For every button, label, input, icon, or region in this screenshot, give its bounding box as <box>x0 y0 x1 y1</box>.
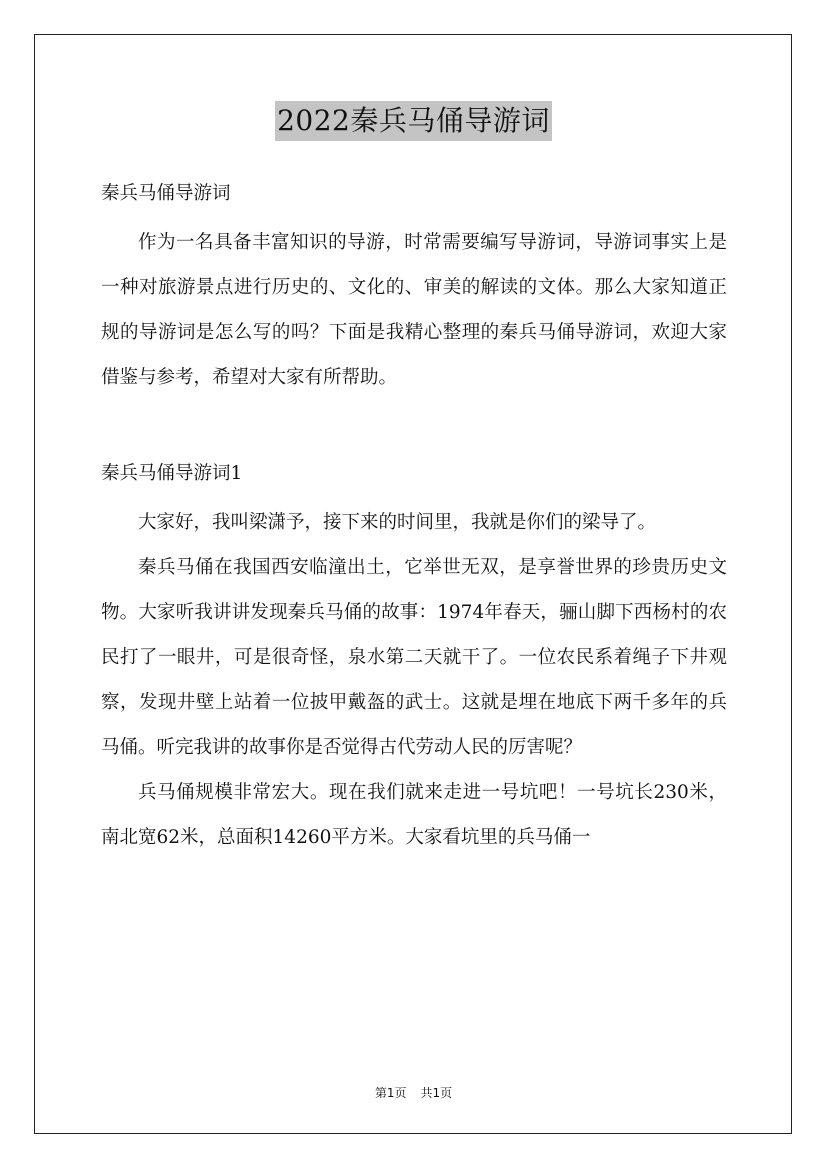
section-heading: 秦兵马俑导游词1 <box>101 463 243 484</box>
page-number: 第1页 <box>374 1086 407 1100</box>
intro-paragraph: 作为一名具备丰富知识的导游，时常需要编写导游词，导游词事实上是一种对旅游景点进行历史的、文化的、审美的解读的文体。那么大家知道正规的导游词是怎么写的吗？下面是我精心整理的秦兵马俑导游词，欢迎大家借鉴与参考，希望对大家有所帮助。 <box>101 232 727 388</box>
document-body <box>101 175 727 860</box>
spacer <box>101 492 727 500</box>
page-footer <box>0 1084 827 1101</box>
body-paragraph: 秦兵马俑在我国西安临潼出土，它举世无双，是享誉世界的珍贵历史文物。大家听我讲讲发现秦兵马俑的故事：1974年春天，骊山脚下西杨村的农民打了一眼井，可是很奇怪，泉水第二天就干了。一位农民系着绳子下井观察，发现井壁上站着一位披甲戴盔的武士。这就是埋在地底下两千多年的兵马俑。听完我讲的故事你是否觉得古代劳动人民的厉害呢？ <box>101 557 727 758</box>
title-container <box>0 101 827 141</box>
body-paragraph: 大家好，我叫梁潇予，接下来的时间里，我就是你们的梁导了。 <box>138 512 657 533</box>
body-paragraph: 兵马俑规模非常宏大。现在我们就来走进一号坑吧！一号坑长230米，南北宽62米，总面积14260平方米。大家看坑里的兵马俑一 <box>101 782 727 848</box>
page-total: 共1页 <box>420 1086 453 1100</box>
spacer <box>101 212 727 220</box>
spacer <box>101 400 727 455</box>
document-title: 2022秦兵马俑导游词 <box>275 101 552 141</box>
section-heading: 秦兵马俑导游词 <box>101 183 231 204</box>
